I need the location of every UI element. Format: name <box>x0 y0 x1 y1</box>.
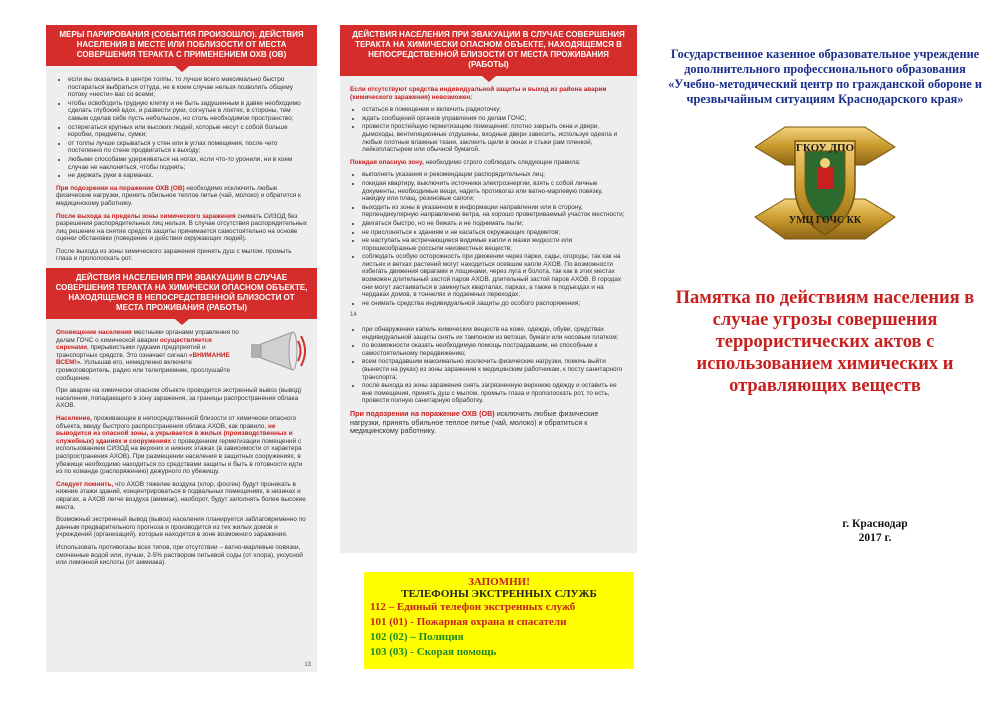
section-body-3 <box>340 76 637 436</box>
phone-row: 102 (02) – Полиция <box>370 631 464 643</box>
list-item: • всем пострадавшим максимально исключить физические нагрузки, помочь выйти (вынести на руках) из зоны заражения к медицинским работникам, к посту санитарного транспорта; <box>362 358 627 381</box>
list-item: • выполнять указания и рекомендации распорядительных лиц; <box>362 171 627 179</box>
paragraph: При аварии на химически опасном объекте проводится экстренный вывоз (вывод) населения, попадающего в зону заражения, за границы распространения облака АХОВ. <box>56 387 302 410</box>
paragraph: Оповещение населения местными органами управления по делам ГОЧС о химической аварии осуществляется сиренами, прерывистыми гудками предприятий и транспортных средств. Это означает сигнал «ВНИМАНИЕ ВСЕМ!». Услышав его, немедленно включите громкоговоритель, радио или телеприемник, прослушайте сообщение. <box>56 329 239 382</box>
emergency-phones-box <box>364 572 634 669</box>
paragraph: Население, проживающее в непосредственной близости от химически опасного объекта, ввиду быстрого распространения облака АХОВ, как правило, не выводится из опасной зоны, а укрывается в жилых (производственных и служебных) зданиях и сооружениях с проведением герметизации помещений с использованием СИЗОД на верхних и нижних этажах (в зависимости от характера распространения АХОВ). При размещении населения в защитных сооружениях, в убежище необходимо находиться со средствами защиты и быть в готовности идти из по команде (распоряжению) дежурного по убежищу. <box>56 415 303 476</box>
paragraph: Покидая опасную зону, необходимо строго соблюдать следующие правила: <box>350 158 581 166</box>
page-number: 13 <box>304 662 311 668</box>
list-item: • ждать сообщений органов управления по делам ГОЧС; <box>362 115 627 123</box>
section-header-3: ДЕЙСТВИЯ НАСЕЛЕНИЯ ПРИ ЭВАКУАЦИИ В СЛУЧАЕ СОВЕРШЕНИЯ ТЕРАКТА НА ХИМИЧЕСКИ ОПАСНОМ ОБЪЕКТЕ, НАХОДЯЩЕМСЯ В НЕПОСРЕДСТВЕННОЙ БЛИЗОСТИ ОТ МЕСТА ПРОЖИВАНИЯ (РАБОТЫ) <box>340 25 637 76</box>
phones-title: ЗАПОМНИ! <box>468 576 530 588</box>
paragraph: После выхода за пределы зоны химического заражения снимать СИЗОД без разрешения распорядительных лиц нельзя. В случае отсутствия распорядительных лиц решение на снятие средств защиты принимается самостоятельно на основе оценки обстановки (поведение и действия окружающих людей). <box>56 212 307 243</box>
list-item: • любыми способами удерживаться на ногах, если что-то уронили, ни в коем случае не наклоняться, чтобы поднять; <box>68 156 307 171</box>
page-number: 14 <box>350 312 357 319</box>
intro-warning: Если отсутствуют средства индивидуальной защиты и выход из района аварии (химического заражения) невозможен: <box>350 86 607 101</box>
bullet-list-2 <box>350 106 627 154</box>
list-item: • не снимать средства индивидуальной защиты до особого распоряжения; <box>362 300 627 308</box>
phones-subtitle: ТЕЛЕФОНЫ ЭКСТРЕННЫХ СЛУЖБ <box>401 588 597 600</box>
emblem-top-text: ГКОУ ДПО <box>795 142 855 154</box>
paragraph: При подозрении на поражение ОХВ (ОВ) исключить любые физические нагрузки, принять обильное теплое питье (чай, молоко) и обратиться к медицинскому работнику. <box>350 408 599 436</box>
list-item: • выходить из зоны в указанном в информации направлении или в сторону, перпендикулярную направлению ветра, на хорошо проветриваемый участок местности; <box>362 204 627 219</box>
section-header-2: ДЕЙСТВИЯ НАСЕЛЕНИЯ ПРИ ЭВАКУАЦИИ В СЛУЧАЕ СОВЕРШЕНИЯ ТЕРАКТА НА ХИМИЧЕСКИ ОПАСНОМ ОБЪЕКТЕ, НАХОДЯЩЕМСЯ В НЕПОСРЕДСТВЕННОЙ БЛИЗОСТИ ОТ МЕСТА ПРОЖИВАНИЯ (РАБОТЫ) <box>46 268 317 319</box>
city: г. Краснодар <box>842 518 908 530</box>
panel-left <box>46 25 317 672</box>
section-header-1: МЕРЫ ПАРИРОВАНИЯ (СОБЫТИЯ ПРОИЗОШЛО). ДЕЙСТВИЯ НАСЕЛЕНИЯ В МЕСТЕ ИЛИ ПОБЛИЗОСТИ ОТ МЕСТА СОВЕРШЕНИЯ ТЕРАКТА С ПРИМЕНЕНИЕМ ОХВ (ОВ) <box>46 25 317 66</box>
paragraph: Следует помнить, что АХОВ тяжелее воздуха (хлор, фосген) будут проникать в нижние этажи зданий, концентрироваться в подвальных помещениях, в низинах и оврагах, а АХОВ легче воздуха (аммиак), наоборот, будут заполнять более высокие места. <box>56 480 306 511</box>
list-item: • не прислоняться к зданиям и не касаться окружающих предметов; <box>362 229 627 237</box>
paragraph: Возможный экстренный вывод (вывоз) населения планируется заблаговременно по данным предварительного прогноза и производится из тех жилых домов и учреждений (организаций), которые находятся в зоне возможного заражения. <box>56 516 306 539</box>
list-item: • покидая квартиру, выключить источники электроэнергии, взять с собой личные документы, необходимые вещи, надеть противогаз или ватно-марлевую повязку, накидку или плащ, резиновые сапоги; <box>362 180 627 203</box>
cover-panel <box>660 25 990 685</box>
list-item: • не наступать на встречающиеся видимые капли и мазки жидкости или порошкообразные россыпи неизвестных веществ; <box>362 237 627 252</box>
paragraph: Использовать противогазы всех типов, при отсутствии – ватно-марлевые повязки, смоченные водой или, лучше, 2-5% раствором питьевой соды (от хлора), уксусной или лимонной кислоты (от аммиака). <box>56 543 303 567</box>
list-item: • после выхода из зоны заражения снять загрязненную верхнюю одежду и оставить ее вне помещения, принять душ с мылом, промыть глаза и прополоскать рот, то есть, провести полную санитарную обработку. <box>362 382 627 405</box>
shield-emblem-icon <box>745 117 905 257</box>
phone-row: 101 (01) - Пожарная охрана и спасатели <box>370 616 567 628</box>
list-item: • не держать руки в карманах. <box>68 172 307 180</box>
list-item: • от толпы лучше скрываться у стен или в углах помещения, после чего постепенно по стене продвигаться к выходу; <box>68 140 307 155</box>
year: 2017 г. <box>858 532 892 544</box>
list-item: • по возможности оказать необходимую помощь пострадавшим, не способным к самостоятельному передвижению; <box>362 342 627 357</box>
megaphone-icon <box>249 329 307 373</box>
section-body-1 <box>46 66 317 263</box>
organization-name: Государственное казенное образовательное учреждение дополнительного профессионального образования «Учебно-методический центр по гражданской обороне и чрезвычайным ситуациям Краснодарского края» <box>668 47 982 106</box>
emblem-bottom-text: УМЦ ГОЧС КК <box>788 215 862 226</box>
bullet-list-1 <box>56 76 307 180</box>
list-item: • провести простейшую герметизацию помещения: плотно закрыть окна и двери, дымоходы, вентиляционные отдушины, входные двери завесить, используя одеяла и любые плотные влажные ткани, заклеить щели в окнах и стыки рам пленкой, лейкопластырем или обычной бумагой. <box>362 123 627 153</box>
list-item: • при обнаружении капель химических веществ на коже, одежде, обуви, средствах индивидуальной защиты снять их тампоном из ветоши, бумаги или носовым платком; <box>362 326 627 341</box>
phone-row: 103 (03) - Скорая помощь <box>370 646 497 658</box>
list-item: • остерегаться крупных или высоких людей, которые несут с собой больше коробки, предметы, сумки; <box>68 124 307 139</box>
bullet-list-4 <box>350 326 627 405</box>
document-title: Памятка по действиям населения в случае угрозы совершения террористических актов с использованием химических и отравляющих веществ <box>675 288 975 396</box>
list-item: • если вы оказались в центре толпы, то лучше всего максимально быстро постараться выбраться оттуда, не в коем случае нельзя позволить общему потоку «нести» вас со всеми; <box>68 76 307 99</box>
list-item: • двигаться быстро, но не бежать и не поднимать пыли; <box>362 220 627 228</box>
bullet-list-3 <box>350 171 627 307</box>
paragraph: При подозрении на поражение ОХВ (ОВ) необходимо исключить любые физические нагрузки, принять обильное теплое питье (чай, молоко) и обратится к медицинскому работнику. <box>56 184 301 207</box>
list-item: • соблюдать особую осторожность при движении через парки, сады, огороды, так как на листьях и ветках растений могут находиться осевшие капли АХОВ. По возможности избегать движения оврагами и лощинами, через луга и болота, так как в этих местах возможен длительный застой паров АХОВ. длительный застой паров АХОВ. В городах они могут застаиваться в замкнутых кварталах, парках, а также в подъездах и на чердаках домов, в тоннелях и подземных переходах; <box>362 253 627 299</box>
panel-middle <box>340 25 637 553</box>
list-item: • остаться в помещении и включить радиоточку; <box>362 106 627 114</box>
phone-row: 112 – Единый телефон экстренных служб <box>370 601 576 613</box>
paragraph: После выхода из зоны химического заражения принять душ с мылом, промыть глаза и прополоскать рот. <box>56 247 292 263</box>
list-item: • чтобы освободить грудную клетку и не быть задушенным в давке необходимо сделать глубокий вдох, и развести руки, согнутые в локтях, в стороны, тем самым сделав себе пусть небольшое, но столь необходимое пространство; <box>68 100 307 123</box>
section-body-2 <box>46 319 317 567</box>
